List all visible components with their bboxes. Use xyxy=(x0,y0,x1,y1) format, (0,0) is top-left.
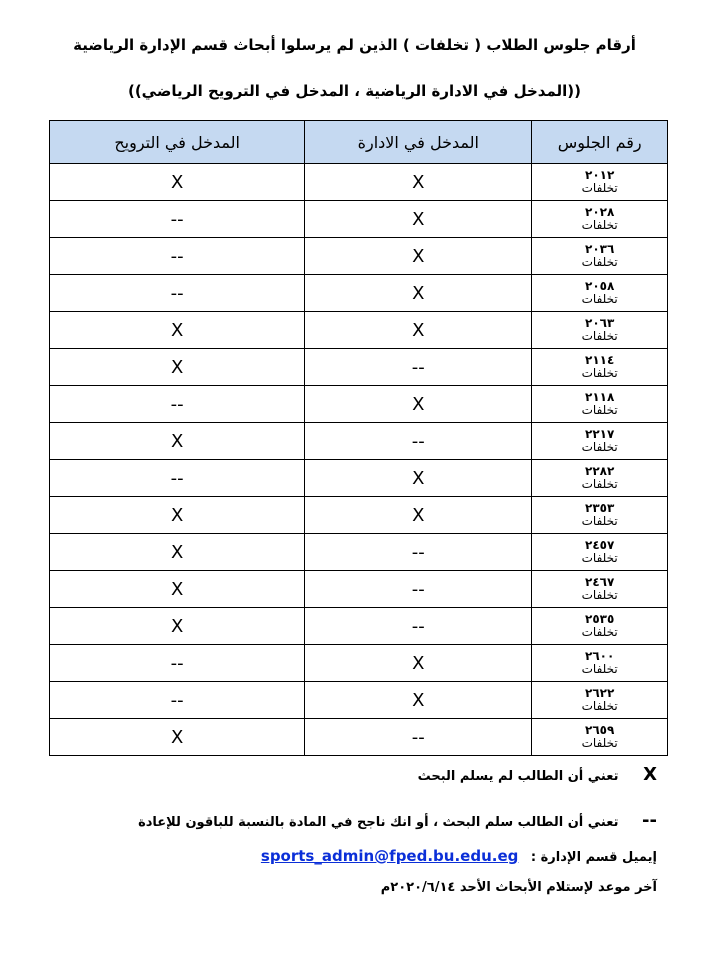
seat-status-label: تخلفات xyxy=(581,403,618,417)
table-row xyxy=(50,719,668,756)
seat-number: ٢٦٥٩ xyxy=(585,723,615,737)
admin-mark-cell: X xyxy=(305,238,532,275)
table-row xyxy=(50,534,668,571)
table-row xyxy=(50,460,668,497)
recreation-mark-cell: -- xyxy=(50,201,305,238)
recreation-mark-cell: X xyxy=(50,534,305,571)
seat-number-cell xyxy=(532,201,668,238)
recreation-mark-cell: -- xyxy=(50,275,305,312)
recreation-mark-cell: -- xyxy=(50,386,305,423)
table-row xyxy=(50,312,668,349)
seat-number-cell xyxy=(532,423,668,460)
table-row xyxy=(50,275,668,312)
legend-x-text: تعني أن الطالب لم يسلم البحث xyxy=(417,769,619,784)
seat-status-label: تخلفات xyxy=(581,736,618,750)
recreation-mark-cell: X xyxy=(50,164,305,201)
recreation-mark-cell: -- xyxy=(50,645,305,682)
seat-status-label: تخلفات xyxy=(581,625,618,639)
recreation-mark-cell: -- xyxy=(50,682,305,719)
table-row xyxy=(50,571,668,608)
seat-number: ٢٤٦٧ xyxy=(585,575,615,589)
table-row xyxy=(50,497,668,534)
header-admin-course: المدخل في الادارة xyxy=(305,121,532,164)
seat-status-label: تخلفات xyxy=(581,292,618,306)
seat-status-label: تخلفات xyxy=(581,477,618,491)
header-seat-number: رقم الجلوس xyxy=(532,121,668,164)
header-recreation-course: المدخل في الترويح xyxy=(50,121,305,164)
seat-number: ٢٤٥٧ xyxy=(585,538,615,552)
recreation-mark-cell: -- xyxy=(50,238,305,275)
table-body xyxy=(50,164,668,756)
table-row xyxy=(50,645,668,682)
seat-number-cell xyxy=(532,460,668,497)
seat-number: ٢٠٦٣ xyxy=(585,316,615,330)
email-link[interactable]: sports_admin@fped.bu.edu.eg xyxy=(260,847,519,865)
admin-mark-cell: X xyxy=(305,275,532,312)
admin-mark-cell: -- xyxy=(305,608,532,645)
recreation-mark-cell: X xyxy=(50,719,305,756)
seat-number: ٢٢٨٢ xyxy=(585,464,615,478)
admin-mark-cell: X xyxy=(305,460,532,497)
email-line xyxy=(261,847,657,865)
recreation-mark-cell: X xyxy=(50,571,305,608)
document-title: أرقام جلوس الطلاب ( تخلفات ) الذين لم يرسلوا أبحاث قسم الإدارة الرياضية xyxy=(73,36,636,54)
seat-number: ٢٦٢٢ xyxy=(585,686,615,700)
seat-number: ٢٠٣٦ xyxy=(585,242,615,256)
seat-status-label: تخلفات xyxy=(581,662,618,676)
seat-number-cell xyxy=(532,534,668,571)
seat-number-cell xyxy=(532,164,668,201)
admin-mark-cell: X xyxy=(305,312,532,349)
table-row xyxy=(50,386,668,423)
recreation-mark-cell: -- xyxy=(50,460,305,497)
seat-number: ٢٢١٧ xyxy=(585,427,615,441)
students-table xyxy=(49,120,668,756)
admin-mark-cell: X xyxy=(305,164,532,201)
seat-number-cell xyxy=(532,497,668,534)
admin-mark-cell: -- xyxy=(305,534,532,571)
seat-number: ٢٠٥٨ xyxy=(585,279,615,293)
seat-status-label: تخلفات xyxy=(581,699,618,713)
admin-mark-cell: X xyxy=(305,201,532,238)
seat-number-cell xyxy=(532,238,668,275)
seat-number: ٢٦٠٠ xyxy=(585,649,615,663)
seat-number: ٢٣٥٣ xyxy=(585,501,615,515)
legend-dash-text: تعني أن الطالب سلم البحث ، أو انك ناجح في المادة بالنسبة للباقون للإعادة xyxy=(138,815,619,830)
seat-number-cell xyxy=(532,719,668,756)
seat-number: ٢٠١٢ xyxy=(585,168,615,182)
table-header-row xyxy=(50,121,668,164)
seat-number: ٢١١٤ xyxy=(585,353,615,367)
table-row xyxy=(50,349,668,386)
seat-number-cell xyxy=(532,312,668,349)
seat-number-cell xyxy=(532,645,668,682)
table-row xyxy=(50,682,668,719)
legend-x xyxy=(418,764,657,785)
seat-status-label: تخلفات xyxy=(581,181,618,195)
document-subtitle: ((المدخل في الادارة الرياضية ، المدخل في الترويح الرياضي)) xyxy=(127,82,582,100)
seat-number: ٢١١٨ xyxy=(585,390,615,404)
table-row xyxy=(50,201,668,238)
admin-mark-cell: X xyxy=(305,497,532,534)
seat-status-label: تخلفات xyxy=(581,218,618,232)
seat-status-label: تخلفات xyxy=(581,440,618,454)
seat-number-cell xyxy=(532,608,668,645)
admin-mark-cell: -- xyxy=(305,571,532,608)
admin-mark-cell: -- xyxy=(305,349,532,386)
admin-mark-cell: -- xyxy=(305,423,532,460)
admin-mark-cell: -- xyxy=(305,719,532,756)
seat-status-label: تخلفات xyxy=(581,329,618,343)
seat-number: ٢٠٢٨ xyxy=(585,205,615,219)
email-label: إيميل قسم الإدارة : xyxy=(530,850,657,865)
admin-mark-cell: X xyxy=(305,682,532,719)
legend-dash-symbol: -- xyxy=(642,810,657,831)
recreation-mark-cell: X xyxy=(50,608,305,645)
seat-status-label: تخلفات xyxy=(581,514,618,528)
table-row xyxy=(50,608,668,645)
table-row xyxy=(50,238,668,275)
seat-number-cell xyxy=(532,386,668,423)
table-row xyxy=(50,164,668,201)
recreation-mark-cell: X xyxy=(50,349,305,386)
admin-mark-cell: X xyxy=(305,645,532,682)
seat-status-label: تخلفات xyxy=(581,588,618,602)
table-row xyxy=(50,423,668,460)
seat-number-cell xyxy=(532,682,668,719)
seat-number: ٢٥٣٥ xyxy=(585,612,615,626)
recreation-mark-cell: X xyxy=(50,312,305,349)
legend-x-symbol: X xyxy=(643,764,657,785)
seat-number-cell xyxy=(532,571,668,608)
seat-number-cell xyxy=(532,275,668,312)
seat-status-label: تخلفات xyxy=(581,255,618,269)
recreation-mark-cell: X xyxy=(50,423,305,460)
admin-mark-cell: X xyxy=(305,386,532,423)
seat-status-label: تخلفات xyxy=(581,551,618,565)
deadline-note: آخر موعد لإستلام الأبحاث الأحد ٢٠٢٠/٦/١٤م xyxy=(380,880,657,895)
seat-status-label: تخلفات xyxy=(581,366,618,380)
legend-dash xyxy=(138,810,657,831)
recreation-mark-cell: X xyxy=(50,497,305,534)
seat-number-cell xyxy=(532,349,668,386)
